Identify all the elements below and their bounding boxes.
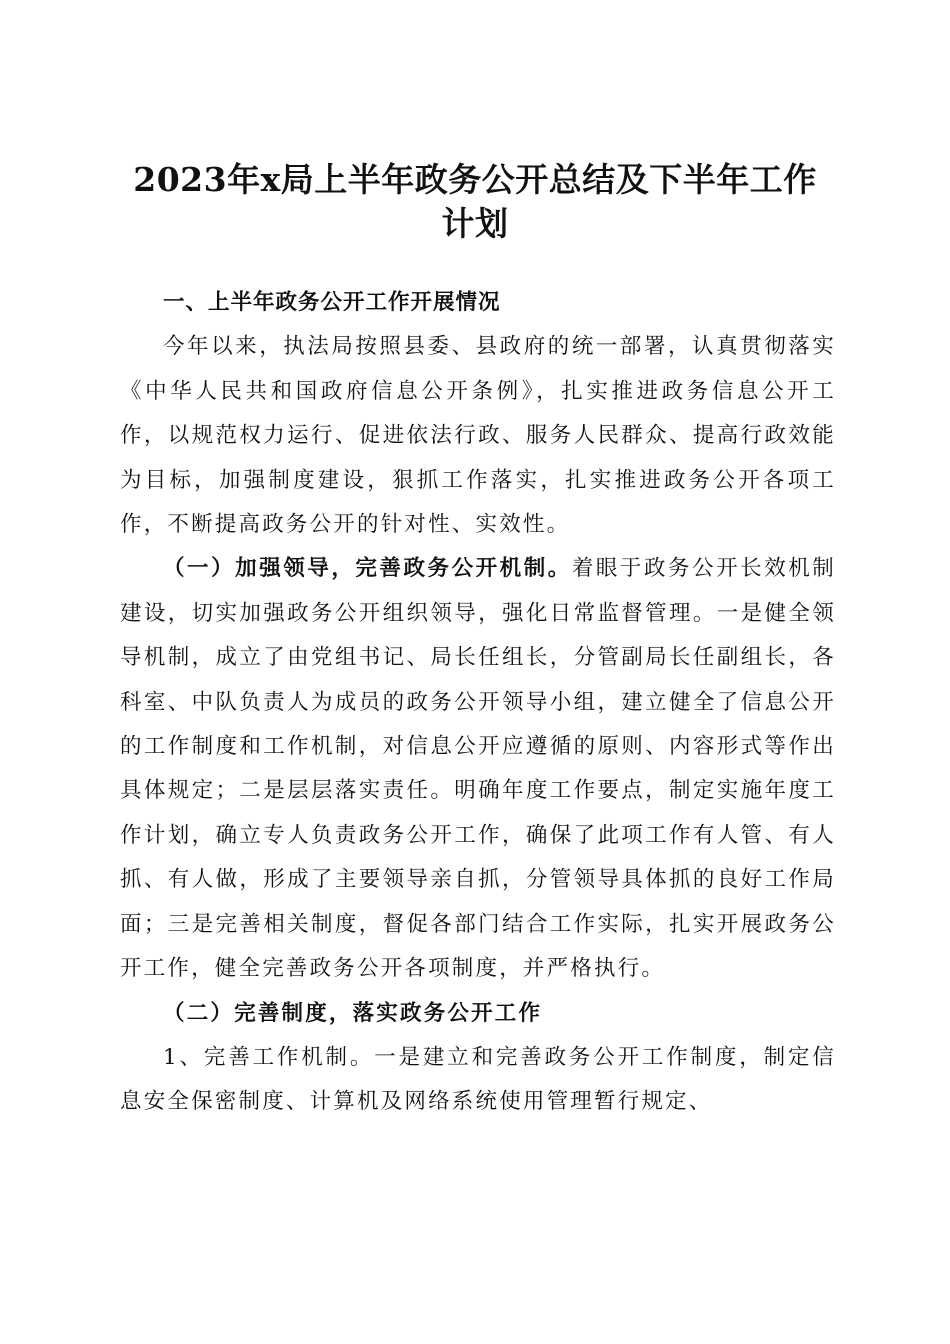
point-2-heading: （二）完善制度，落实政务公开工作 [163,1000,543,1026]
document-body [120,281,836,1125]
page-title [110,158,840,246]
point-1-text: 着眼于政务公开长效机制建设，切实加强政务公开组织领导，强化日常监督管理。一是健全领导机制，成立了由党组书记、局长任组长，分管副局长任副组长，各科室、中队负责人为成员的政务公开领导小组，建立健全了信息公开的工作制度和工作机制，对信息公开应遵循的原则、内容形式等作出具体规定；二是层层落实责任。明确年度工作要点，制定实施年度工作计划，确立专人负责政务公开工作，确保了此项工作有人管、有人抓、有人做，形成了主要领导亲自抓，分管领导具体抓的良好工作局面；三是完善相关制度，督促各部门结合工作实际，扎实开展政务公开工作，健全完善政务公开各项制度，并严格执行。 [120,556,837,982]
point-1-paragraph [120,547,836,991]
title-line-2: 计划 [441,204,509,244]
item-1-paragraph: 1、完善工作机制。一是建立和完善政务公开工作制度，制定信息安全保密制度、计算机及网络系统使用管理暂行规定、 [120,1044,836,1115]
title-line-1: 2023年x局上半年政务公开总结及下半年工作 [133,160,817,200]
point-1-lead: （一）加强领导，完善政务公开机制。 [163,556,572,582]
section-heading: 一、上半年政务公开工作开展情况 [163,290,501,315]
intro-paragraph: 今年以来，执法局按照县委、县政府的统一部署，认真贯彻落实《中华人民共和国政府信息公开条例》，扎实推进政务信息公开工作，以规范权力运行、促进依法行政、服务人民群众、提高行政效能为目标，加强制度建设，狠抓工作落实，扎实推进政务公开各项工作，不断提高政务公开的针对性、实效性。 [120,334,836,538]
